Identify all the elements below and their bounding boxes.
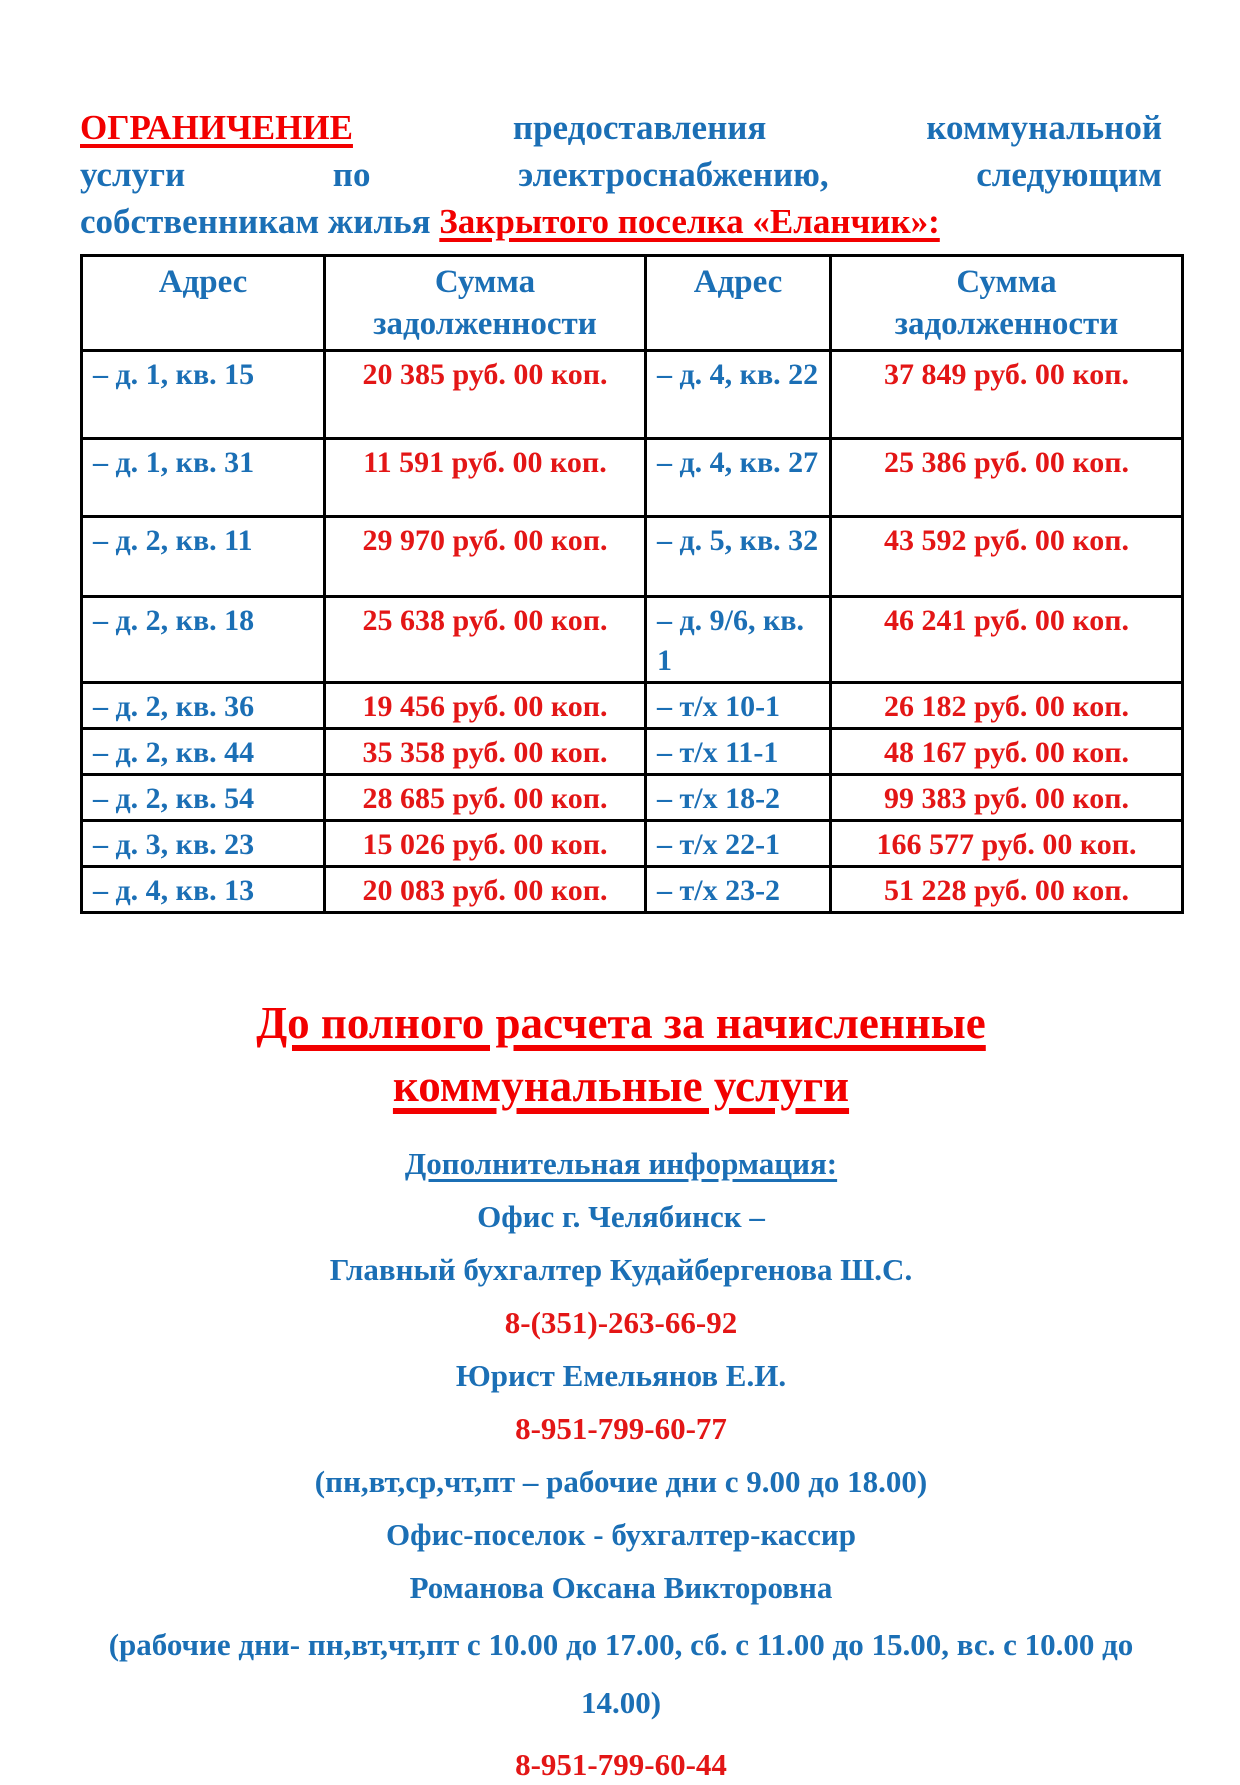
payment-warning-line-2 <box>80 1055 1162 1118</box>
header-address-1: Адрес <box>82 256 325 351</box>
address-cell: – д. 4, кв. 13 <box>82 867 325 913</box>
intro-paragraph <box>80 104 1162 245</box>
address-cell: – д. 3, кв. 23 <box>82 821 325 867</box>
intro-line-1-rest: предоставления коммунальной <box>512 108 1162 147</box>
amount-cell: 25 386 руб. 00 коп. <box>831 439 1183 517</box>
table-row <box>82 867 1183 913</box>
amount-cell: 43 592 руб. 00 коп. <box>831 517 1183 597</box>
header-sum-1-label: Сумма задолженности <box>373 264 597 342</box>
city-office-hours: (пн,вт,ср,чт,пт – рабочие дни с 9.00 до 18.00) <box>314 1464 928 1499</box>
amount-cell: 15 026 руб. 00 коп. <box>325 821 646 867</box>
address-cell: – т/х 18-2 <box>646 775 831 821</box>
additional-info-title <box>80 1144 1162 1184</box>
table-row <box>82 351 1183 439</box>
amount-cell: 51 228 руб. 00 коп. <box>831 867 1183 913</box>
table-row <box>82 597 1183 683</box>
table-row <box>82 729 1183 775</box>
address-cell: – т/х 11-1 <box>646 729 831 775</box>
header-sum-1 <box>325 256 646 351</box>
additional-info-title-text: Дополнительная информация: <box>404 1146 838 1181</box>
address-cell: – д. 2, кв. 54 <box>82 775 325 821</box>
payment-warning-line-1 <box>80 992 1162 1055</box>
accountant-phone: 8-(351)-263-66-92 <box>504 1305 738 1340</box>
address-cell: – д. 2, кв. 18 <box>82 597 325 683</box>
amount-cell: 25 638 руб. 00 коп. <box>325 597 646 683</box>
address-cell: – д. 9/6, кв. 1 <box>646 597 831 683</box>
header-sum-2-label: Сумма задолженности <box>894 264 1119 342</box>
restriction-word: ОГРАНИЧЕНИЕ <box>80 108 353 147</box>
amount-cell: 46 241 руб. 00 коп. <box>831 597 1183 683</box>
table-row <box>82 775 1183 821</box>
amount-cell: 28 685 руб. 00 коп. <box>325 775 646 821</box>
payment-warning-heading <box>80 992 1162 1118</box>
address-cell: – д. 1, кв. 31 <box>82 439 325 517</box>
amount-cell: 26 182 руб. 00 коп. <box>831 683 1183 729</box>
address-cell: – д. 2, кв. 44 <box>82 729 325 775</box>
payment-warning-text-2: коммунальные услуги <box>392 1061 850 1111</box>
village-office-line: Офис-поселок - бухгалтер-кассир <box>386 1517 856 1552</box>
debt-table <box>80 254 1184 914</box>
payment-warning-text-1: До полного расчета за начисленные <box>256 998 986 1048</box>
address-cell: – д. 2, кв. 36 <box>82 683 325 729</box>
table-row <box>82 517 1183 597</box>
office-city-line: Офис г. Челябинск – <box>477 1199 765 1234</box>
amount-cell: 48 167 руб. 00 коп. <box>831 729 1183 775</box>
address-cell: – т/х 23-2 <box>646 867 831 913</box>
table-row <box>82 821 1183 867</box>
address-cell: – д. 4, кв. 22 <box>646 351 831 439</box>
village-office-hours: (рабочие дни- пн,вт,чт,пт с 10.00 до 17.00, сб. с 11.00 до 15.00, вс. с 10.00 до 14.00) <box>108 1627 1134 1720</box>
settlement-name: Закрытого поселка «Еланчик»: <box>439 202 940 241</box>
intro-line-1 <box>80 104 1162 151</box>
amount-cell: 20 385 руб. 00 коп. <box>325 351 646 439</box>
table-row <box>82 439 1183 517</box>
amount-cell: 37 849 руб. 00 коп. <box>831 351 1183 439</box>
amount-cell: 29 970 руб. 00 коп. <box>325 517 646 597</box>
amount-cell: 11 591 руб. 00 коп. <box>325 439 646 517</box>
address-cell: – т/х 10-1 <box>646 683 831 729</box>
table-row <box>82 683 1183 729</box>
header-address-2: Адрес <box>646 256 831 351</box>
chief-accountant-line: Главный бухгалтер Кудайбергенова Ш.С. <box>329 1252 913 1287</box>
cashier-line: Романова Оксана Викторовна <box>409 1570 833 1605</box>
header-sum-2 <box>831 256 1183 351</box>
address-cell: – д. 4, кв. 27 <box>646 439 831 517</box>
lawyer-line: Юрист Емельянов Е.И. <box>455 1358 787 1393</box>
address-cell: – д. 5, кв. 32 <box>646 517 831 597</box>
intro-line-2: услуги по электроснабжению, следующим <box>80 155 1162 194</box>
amount-cell: 166 577 руб. 00 коп. <box>831 821 1183 867</box>
amount-cell: 99 383 руб. 00 коп. <box>831 775 1183 821</box>
footer-section <box>80 992 1162 1785</box>
lawyer-phone: 8-951-799-60-77 <box>515 1411 727 1446</box>
intro-line-3-blue: собственникам жилья <box>80 202 431 241</box>
table-header-row <box>82 256 1183 351</box>
address-cell: – д. 1, кв. 15 <box>82 351 325 439</box>
address-cell: – т/х 22-1 <box>646 821 831 867</box>
village-phone: 8-951-799-60-44 <box>515 1747 727 1782</box>
amount-cell: 19 456 руб. 00 коп. <box>325 683 646 729</box>
amount-cell: 20 083 руб. 00 коп. <box>325 867 646 913</box>
amount-cell: 35 358 руб. 00 коп. <box>325 729 646 775</box>
address-cell: – д. 2, кв. 11 <box>82 517 325 597</box>
intro-line-3 <box>80 198 1162 245</box>
